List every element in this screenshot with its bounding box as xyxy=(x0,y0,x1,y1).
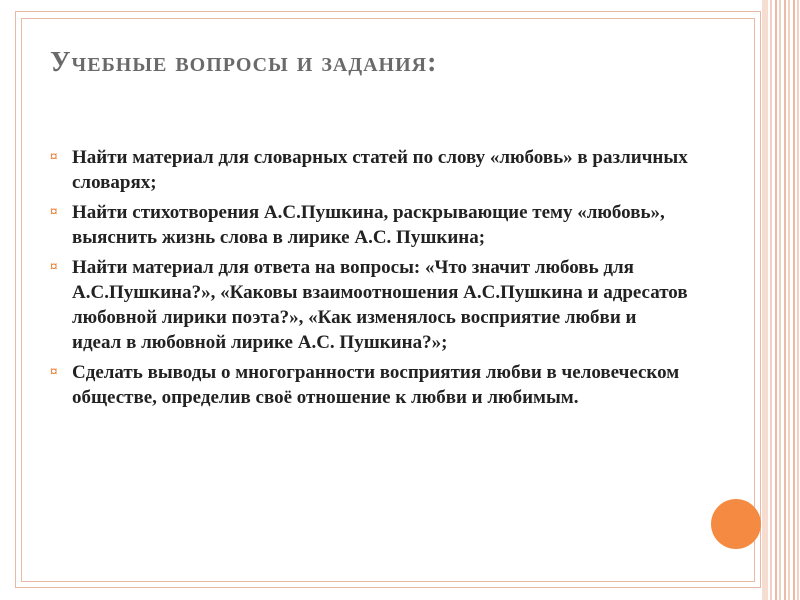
list-item xyxy=(50,255,690,355)
list-item-text: Найти стихотворения А.С.Пушкина, раскрывающие тему «любовь», выяснить жизнь слова в лирике А.С. Пушкина; xyxy=(72,202,665,248)
decorative-stripes xyxy=(770,0,800,600)
bullet-icon: ¤ xyxy=(50,204,58,220)
list-item-text: Сделать выводы о многогранности восприятия любви в человеческом обществе, определив своё отношение к любви и любимым. xyxy=(72,362,680,408)
list-item-text: Найти материал для ответа на вопросы: «Что значит любовь для А.С.Пушкина?», «Каковы взаимоотношения А.С.Пушкина и адресатов любовной лирики поэта?», «Как изменялось восприятие любви и идеал в любовной лирике А.С. Пушкина?»; xyxy=(72,257,688,353)
list-item xyxy=(50,200,690,250)
list-item xyxy=(50,145,690,195)
list-item xyxy=(50,360,690,410)
task-list xyxy=(50,145,690,415)
bullet-icon: ¤ xyxy=(50,149,58,165)
decorative-circle xyxy=(711,499,761,549)
bullet-icon: ¤ xyxy=(50,259,58,275)
decorative-side-band xyxy=(762,0,768,600)
bullet-icon: ¤ xyxy=(50,364,58,380)
list-item-text: Найти материал для словарных статей по слову «любовь» в различных словарях; xyxy=(72,147,688,193)
slide-title: Учебные вопросы и задания: xyxy=(50,47,438,78)
